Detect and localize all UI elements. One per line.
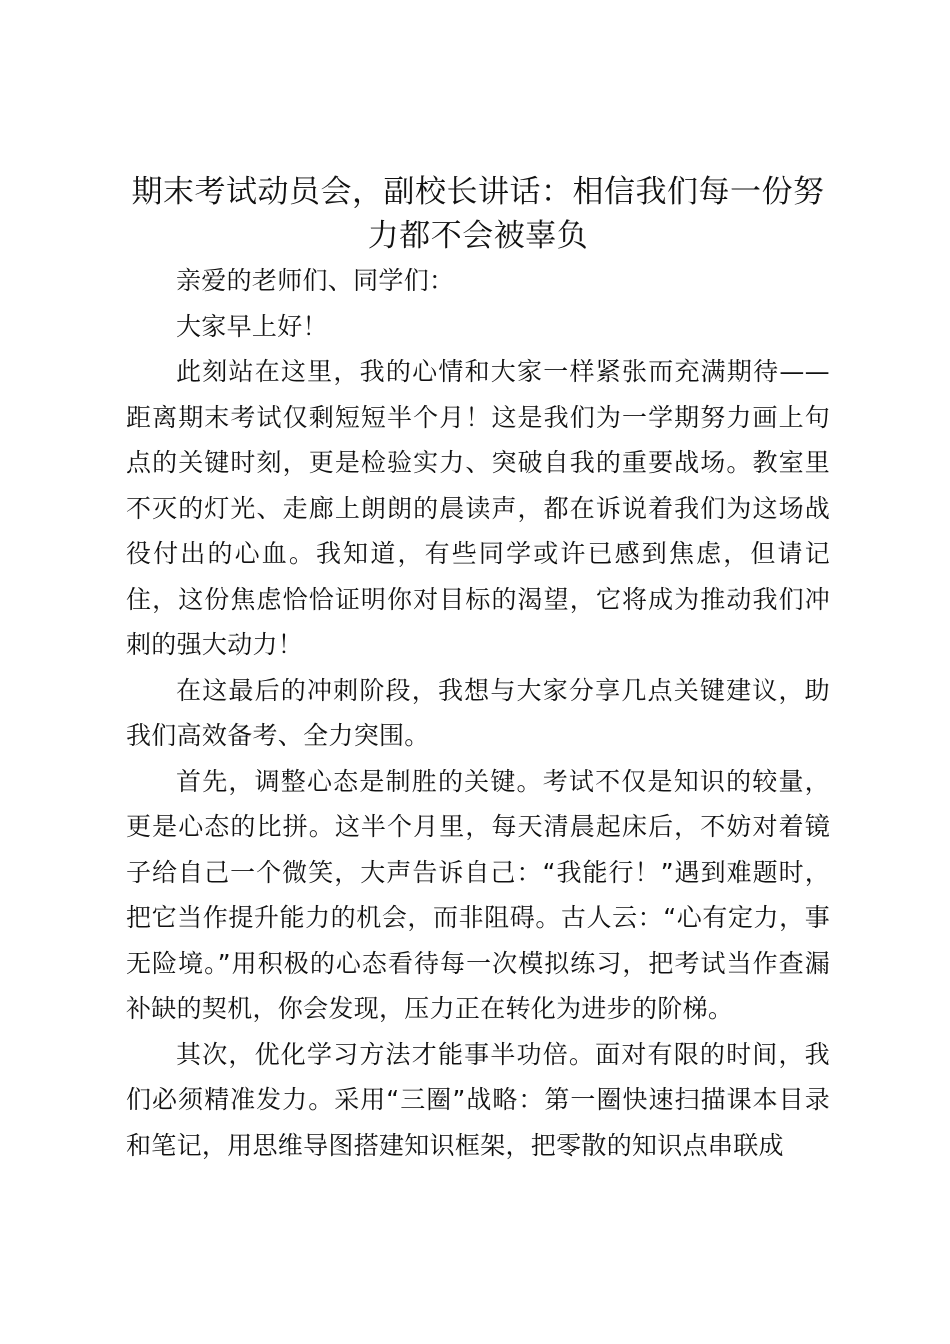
body-paragraph: 此刻站在这里，我的心情和大家一样紧张而充满期待——距离期末考试仅剩短短半个月！这是我们为一学期努力画上句点的关键时刻，更是检验实力、突破自我的重要战场。教室里不灭的灯光、走廊上朗朗的晨读声，都在诉说着我们为这场战役付出的心血。我知道，有些同学或许已感到焦虑，但请记住，这份焦虑恰恰证明你对目标的渴望，它将成为推动我们冲刺的强大动力！ bbox=[126, 357, 830, 659]
document-title: 期末考试动员会，副校长讲话：相信我们每一份努力都不会被辜负 bbox=[131, 174, 825, 254]
body-paragraph: 其次，优化学习方法才能事半功倍。面对有限的时间，我们必须精准发力。采用“三圈”战略：第一圈快速扫描课本目录和笔记，用思维导图搭建知识框架，把零散的知识点串联成 bbox=[126, 1039, 830, 1160]
salutation-paragraph: 大家早上好！ bbox=[176, 311, 328, 341]
document-page bbox=[126, 170, 830, 1168]
body-paragraph: 首先，调整心态是制胜的关键。考试不仅是知识的较量，更是心态的比拼。这半个月里，每天清晨起床后，不妨对着镜子给自己一个微笑，大声告诉自己：“我能行！”遇到难题时，把它当作提升能力的机会，而非阻碍。古人云：“心有定力，事无险境。”用积极的心态看待每一次模拟练习，把考试当作查漏补缺的契机，你会发现，压力正在转化为进步的阶梯。 bbox=[126, 766, 830, 1023]
body-paragraph: 在这最后的冲刺阶段，我想与大家分享几点关键建议，助我们高效备考、全力突围。 bbox=[126, 675, 830, 750]
greeting-paragraph: 亲爱的老师们、同学们： bbox=[176, 266, 455, 295]
